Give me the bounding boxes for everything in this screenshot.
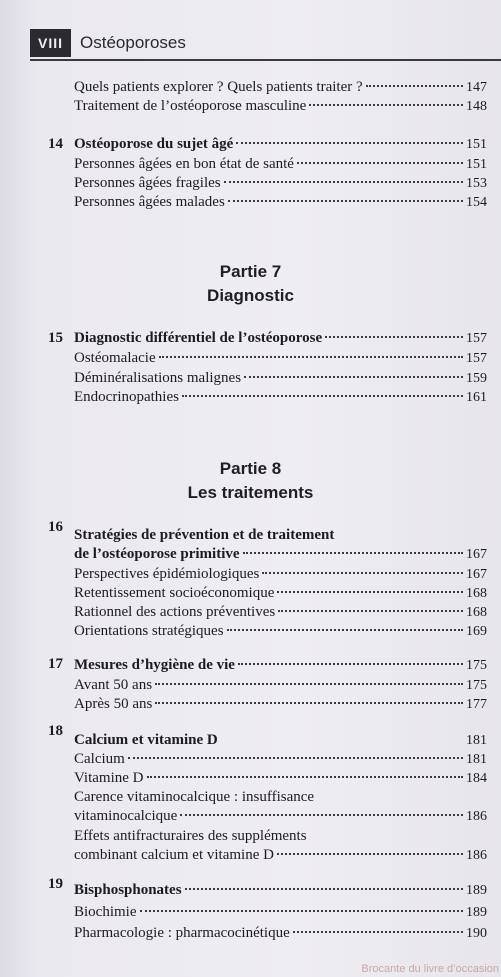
toc-entry	[74, 78, 487, 97]
toc-entry-page: 175	[466, 678, 487, 693]
toc-entry-page: 168	[466, 605, 487, 620]
leader-dots	[243, 551, 463, 554]
chapter-entry	[74, 329, 487, 348]
toc-entry-page: 151	[466, 157, 487, 172]
leader-dots	[278, 609, 463, 612]
toc-entry-label: Orientations stratégiques	[74, 623, 224, 639]
header-rule	[30, 59, 501, 61]
toc-entry-label: Avant 50 ans	[74, 677, 153, 693]
chapter-entry	[74, 881, 487, 900]
toc-entry-page: 167	[466, 547, 487, 562]
leader-space	[221, 737, 463, 740]
toc-entry	[74, 769, 487, 788]
chapter-entry	[74, 656, 487, 675]
toc-entry-page: 147	[466, 80, 487, 95]
chapter-number: 16	[48, 519, 63, 535]
toc-entry-label: Rationnel des actions préventives	[74, 604, 276, 620]
leader-dots	[182, 394, 463, 397]
toc-entry-page: 169	[466, 624, 487, 639]
toc-entry	[74, 676, 487, 695]
toc-entry-page: 161	[466, 390, 487, 405]
toc-entry	[74, 349, 487, 368]
toc-entry-page: 168	[466, 586, 487, 601]
toc-entry-page: 151	[466, 137, 487, 152]
leader-dots	[297, 161, 463, 164]
toc-entry-label: vitaminocalcique	[74, 808, 178, 824]
toc-entry	[74, 695, 487, 714]
part-title: Les traitements	[187, 483, 314, 502]
toc-entry-label: Ostéomalacie	[74, 350, 156, 366]
leader-dots	[224, 180, 463, 183]
watermark-text: Brocante du livre d’occasion	[361, 963, 499, 975]
toc-entry-label: Déminéralisations malignes	[74, 370, 242, 386]
chapter-number: 15	[48, 330, 63, 346]
leader-dots	[147, 775, 464, 778]
chapter-number: 18	[48, 723, 63, 739]
toc-entry	[74, 622, 487, 641]
chapter-title: Bisphosphonates	[74, 882, 182, 898]
toc-entry	[74, 174, 487, 193]
chapter-title: Calcium et vitamine D	[74, 732, 218, 748]
toc-entry-label: Retentissement socioéconomique	[74, 585, 275, 601]
toc-entry-label: Traitement de l’ostéoporose masculine	[74, 98, 307, 114]
toc-entry-page: 184	[466, 771, 487, 786]
leader-dots	[159, 355, 463, 358]
toc-entry	[74, 155, 487, 174]
toc-entry	[74, 603, 487, 622]
toc-entry	[74, 97, 487, 116]
toc-entry-page: 181	[466, 752, 487, 767]
chapter-title: Diagnostic différentiel de l’ostéoporose	[74, 330, 323, 346]
toc-entry-page: 186	[466, 848, 487, 863]
toc-entry	[74, 584, 487, 603]
page-header	[30, 28, 186, 58]
leader-dots	[236, 141, 463, 144]
toc-entry	[74, 846, 487, 865]
toc-entry-line: Carence vitaminocalcique : insuffisance	[74, 789, 315, 805]
toc-entry-label: combinant calcium et vitamine D	[74, 847, 274, 863]
toc-entry-label: Endocrinopathies	[74, 389, 179, 405]
toc-entry-page: 175	[466, 658, 487, 673]
toc-entry-page: 157	[466, 331, 487, 346]
toc-entry-label: Personnes âgées malades	[74, 194, 225, 210]
toc-entry	[74, 193, 487, 212]
toc-entry	[74, 750, 487, 769]
part-title: Diagnostic	[207, 286, 294, 305]
toc-entry-page: 177	[466, 697, 487, 712]
leader-dots	[262, 571, 463, 574]
toc-entry-page: 186	[466, 809, 487, 824]
chapter-title-line: Stratégies de prévention et de traitement	[74, 527, 335, 543]
leader-dots	[238, 662, 463, 665]
chapter-title: Ostéoporose du sujet âgé	[74, 136, 234, 152]
toc-entry-label: Après 50 ans	[74, 696, 153, 712]
leader-dots	[366, 84, 463, 87]
toc-entry-page: 190	[466, 926, 487, 941]
toc-entry-page: 167	[466, 567, 487, 582]
chapter-entry	[74, 545, 487, 564]
part-label: Partie 7	[219, 262, 282, 281]
toc-entry-label: Perspectives épidémiologiques	[74, 566, 260, 582]
leader-dots	[277, 852, 463, 855]
chapter-entry	[74, 731, 487, 750]
toc-entry-page: 148	[466, 99, 487, 114]
toc-entry-label: Pharmacologie : pharmacocinétique	[74, 925, 290, 941]
toc-entry-line: Effets antifracturaires des suppléments	[74, 828, 307, 844]
toc-entry-label: Personnes âgées en bon état de santé	[74, 156, 294, 172]
toc-entry-label: Personnes âgées fragiles	[74, 175, 221, 191]
leader-dots	[155, 682, 463, 685]
toc-entry	[74, 388, 487, 407]
toc-entry-label: Quels patients explorer ? Quels patients traiter ?	[74, 79, 363, 95]
leader-dots	[128, 756, 463, 759]
section-number-tab: VIII	[30, 29, 71, 57]
leader-dots	[277, 590, 463, 593]
leader-dots	[140, 909, 464, 912]
chapter-title: Mesures d’hygiène de vie	[74, 657, 235, 673]
toc-entry-page: 159	[466, 371, 487, 386]
leader-dots	[180, 813, 463, 816]
chapter-number: 17	[48, 656, 63, 672]
leader-dots	[227, 628, 463, 631]
toc-entry-page: 157	[466, 351, 487, 366]
running-title: Ostéoporoses	[80, 33, 186, 52]
chapter-entry	[74, 135, 487, 154]
toc-entry	[74, 924, 487, 943]
toc-entry-label: Vitamine D	[74, 770, 144, 786]
chapter-number: 19	[48, 876, 63, 892]
toc-entry	[74, 369, 487, 388]
toc-entry-page: 153	[466, 176, 487, 191]
leader-dots	[244, 375, 463, 378]
chapter-number: 14	[48, 136, 63, 152]
toc-entry-label: Calcium	[74, 751, 125, 767]
toc-entry-page: 189	[466, 905, 487, 920]
toc-entry-label: Biochimie	[74, 904, 137, 920]
leader-dots	[309, 103, 463, 106]
chapter-title: de l’ostéoporose primitive	[74, 546, 240, 562]
toc-entry	[74, 903, 487, 922]
toc-entry-page: 189	[466, 883, 487, 898]
leader-dots	[228, 199, 463, 202]
leader-dots	[325, 335, 463, 338]
toc-entry-page: 154	[466, 195, 487, 210]
leader-dots	[155, 701, 463, 704]
leader-dots	[185, 887, 463, 890]
part-label: Partie 8	[219, 459, 282, 478]
toc-entry	[74, 807, 487, 826]
toc-entry	[74, 565, 487, 584]
toc-entry-page: 181	[466, 733, 487, 748]
leader-dots	[293, 930, 463, 933]
